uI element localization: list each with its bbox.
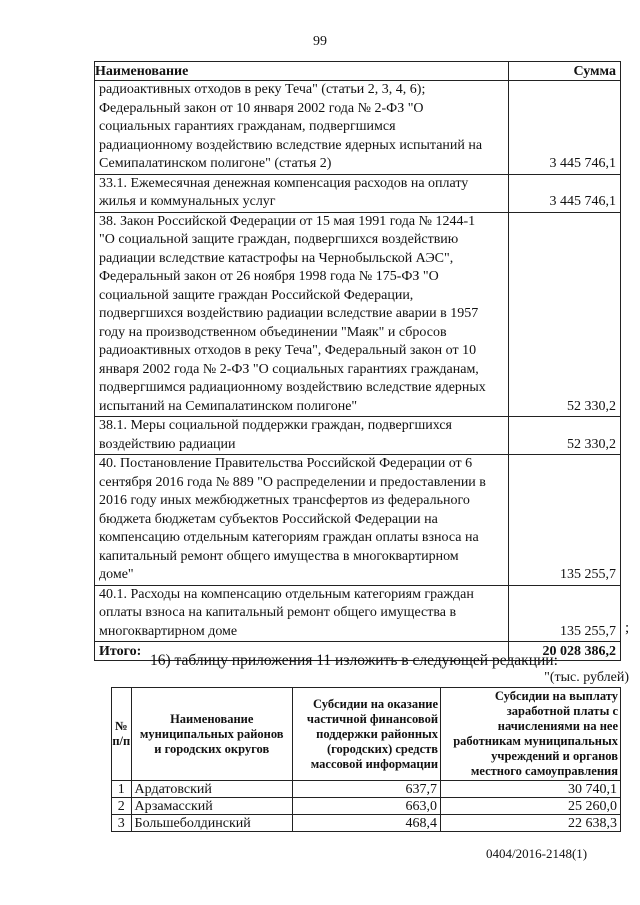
header-line: (городских) средств xyxy=(326,741,439,756)
table-row xyxy=(95,81,621,175)
row-salary-subsidy: 22 638,3 xyxy=(441,815,621,832)
row-name-line: подвергшихся воздействию радиации вследствие аварии в 1957 xyxy=(99,306,479,321)
row-name-line: 2016 году иных межбюджетных трансфертов из федерального xyxy=(99,493,470,508)
subsidies-table xyxy=(111,687,621,832)
row-name-line: социальной защите граждан Российской Федерации, xyxy=(99,287,414,303)
header-media-subsidy xyxy=(292,688,440,781)
row-media-subsidy: 637,7 xyxy=(292,781,440,798)
header-line: Субсидии на выплату xyxy=(494,689,618,703)
header-line: учреждений и органов xyxy=(491,749,618,763)
row-name-line: 38. Закон Российской Федерации от 15 мая 1991 года № 1244-1 xyxy=(99,213,476,229)
row-name-line: году на производственном объединении "Маяк" и сбросов xyxy=(99,324,447,340)
row-name-line: социальных гарантиях гражданам, подвергшимся xyxy=(99,119,396,134)
row-sum: 3 445 746,1 xyxy=(509,81,621,175)
header-media-subsidy-text xyxy=(295,697,438,772)
row-sum: 135 255,7 xyxy=(509,455,621,586)
row-name-line: 33.1. Ежемесячная денежная компенсация расходов на оплату xyxy=(99,175,469,191)
row-name-line: радиоактивных отходов в реку Теча", Федеральный закон от 10 xyxy=(99,343,477,358)
header-line: № xyxy=(114,719,128,733)
units-label: "(тыс. рублей) xyxy=(544,670,629,685)
header-line: местного самоуправления xyxy=(470,764,618,778)
header-district-text xyxy=(134,712,290,757)
row-name-line: "О социальной защите граждан, подвергшихся воздействию xyxy=(99,232,459,247)
table-row xyxy=(95,585,621,642)
header-line: массовой информации xyxy=(310,756,439,771)
header-line: муниципальных районов xyxy=(139,726,284,741)
document-code: 0404/2016-2148(1) xyxy=(486,846,588,861)
expenditure-table xyxy=(94,61,621,661)
header-line: начислениями на нее xyxy=(497,719,618,733)
total-label: Итого: xyxy=(95,642,509,661)
header-district xyxy=(131,688,292,781)
row-name-line: радиоактивных отходов в реку Теча" (статьи 2, 3, 4, 6); xyxy=(99,82,426,97)
row-name-line: испытаний на Семипалатинском полигоне" xyxy=(99,398,358,414)
row-media-subsidy: 468,4 xyxy=(292,815,440,832)
header-number-text xyxy=(112,719,131,749)
row-name-line: компенсацию отдельным категориям граждан оплаты взноса на xyxy=(99,530,479,545)
row-salary-subsidy: 30 740,1 xyxy=(441,781,621,798)
row-name-line: бюджета бюджетам субъектов Российской Федерации на xyxy=(99,511,438,527)
header-sum: Сумма xyxy=(509,62,621,81)
header-salary-subsidy xyxy=(441,688,621,781)
row-name-line: радиационному воздействию вследствие ядерных испытаний на xyxy=(99,137,483,153)
row-sum: 3 445 746,1 xyxy=(509,174,621,212)
header-line: поддержки районных xyxy=(316,726,439,741)
row-district: Арзамасский xyxy=(131,798,292,815)
row-name xyxy=(95,417,509,455)
header-line: заработной платы с xyxy=(506,704,618,718)
row-number: 1 xyxy=(112,781,132,798)
row-name-line: января 2002 года № 2-ФЗ "О социальных гарантиях гражданам, xyxy=(99,361,479,377)
row-name xyxy=(95,174,509,212)
total-suffix: ; xyxy=(625,620,630,636)
table-row xyxy=(112,781,621,798)
table-row xyxy=(112,815,621,832)
row-name-line: капитальный ремонт общего имущества в многоквартирном xyxy=(99,548,459,564)
header-line: Наименование xyxy=(170,711,254,726)
row-sum: 52 330,2 xyxy=(509,212,621,417)
table-row xyxy=(95,212,621,417)
row-name-line: многоквартирном доме xyxy=(99,623,238,639)
row-name xyxy=(95,81,509,175)
header-line: и городских округов xyxy=(154,741,270,756)
amendment-paragraph: 16) таблицу приложения 11 изложить в следующей редакции: xyxy=(150,652,558,669)
row-sum: 135 255,7 xyxy=(509,585,621,642)
row-district: Большеболдинский xyxy=(131,815,292,832)
row-name-line: Федеральный закон от 10 января 2002 года № 2-ФЗ "О xyxy=(99,100,424,116)
row-district: Ардатовский xyxy=(131,781,292,798)
total-sum: 20 028 386,2 xyxy=(509,642,621,661)
page-number: 99 xyxy=(313,34,327,49)
row-name xyxy=(95,455,509,586)
header-line: п/п xyxy=(112,734,131,748)
header-salary-subsidy-text xyxy=(443,689,618,779)
row-name-line: воздействию радиации xyxy=(99,436,236,452)
row-salary-subsidy: 25 260,0 xyxy=(441,798,621,815)
header-line: частичной финансовой xyxy=(306,711,439,726)
row-name-line: 38.1. Меры социальной поддержки граждан, подвергшихся xyxy=(99,418,452,433)
row-name-line: радиации вследствие катастрофы на Чернобыльской АЭС", xyxy=(99,250,454,266)
header-number xyxy=(112,688,132,781)
header-name: Наименование xyxy=(95,62,509,81)
table-row xyxy=(112,798,621,815)
row-name-line: доме" xyxy=(99,567,134,582)
row-name-line: 40.1. Расходы на компенсацию отдельным категориям граждан xyxy=(99,586,474,602)
row-name-line: подвергшимся радиационному воздействию вследствие ядерных xyxy=(99,380,486,395)
row-number: 3 xyxy=(112,815,132,832)
row-name-line: сентября 2016 года № 889 "О распределении и предоставлении в xyxy=(99,474,486,490)
row-name-line: Семипалатинском полигоне" (статья 2) xyxy=(99,156,332,171)
row-name xyxy=(95,212,509,417)
header-line: Субсидии на оказание xyxy=(313,696,439,711)
table-row xyxy=(95,455,621,586)
row-name-line: жилья и коммунальных услуг xyxy=(99,194,276,209)
header-line: работникам муниципальных xyxy=(453,734,618,748)
row-sum: 52 330,2 xyxy=(509,417,621,455)
row-name-line: 40. Постановление Правительства Российской Федерации от 6 xyxy=(99,456,473,471)
row-name-line: оплаты взноса на капитальный ремонт общего имущества в xyxy=(99,605,457,620)
row-media-subsidy: 663,0 xyxy=(292,798,440,815)
row-name xyxy=(95,585,509,642)
row-number: 2 xyxy=(112,798,132,815)
table-row xyxy=(95,417,621,455)
row-name-line: Федеральный закон от 26 ноября 1998 года № 175-ФЗ "О xyxy=(99,269,439,284)
table-row xyxy=(95,174,621,212)
